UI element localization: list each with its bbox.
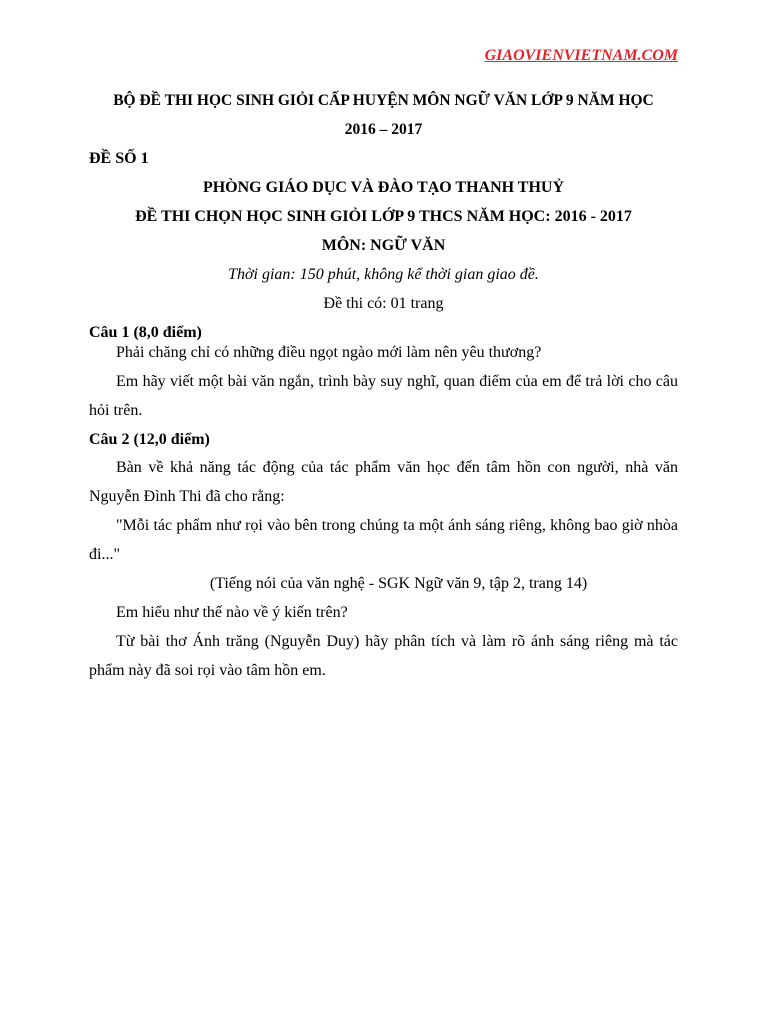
question-2-paragraph-2: Em hiểu như thế nào về ý kiến trên? xyxy=(116,604,348,621)
question-1-paragraph-1: Phải chăng chỉ có những điều ngọt ngào mới làm nên yêu thương? xyxy=(116,344,542,361)
page-count: Đề thi có: 01 trang xyxy=(323,295,444,312)
question-2-quote: "Mỗi tác phẩm như rọi vào bên trong chúng ta một ánh sáng riêng, không bao giờ nhòa đi..." xyxy=(89,517,678,563)
question-2-paragraph-1: Bàn về khả năng tác động của tác phẩm văn học đến tâm hồn con người, nhà văn Nguyễn Đình Thi đã cho rằng: xyxy=(89,459,678,505)
document-title-line2: 2016 – 2017 xyxy=(344,121,423,138)
question-1-heading: Câu 1 (8,0 điểm) xyxy=(89,324,202,341)
exam-name: ĐỀ THI CHỌN HỌC SINH GIỎI LỚP 9 THCS NĂM HỌC: 2016 - 2017 xyxy=(135,208,632,225)
subject: MÔN: NGỮ VĂN xyxy=(321,237,446,254)
question-2-paragraph-3: Từ bài thơ Ánh trăng (Nguyễn Duy) hãy phân tích và làm rõ ánh sáng riêng mà tác phẩm này đã soi rọi vào tâm hồn em. xyxy=(89,633,678,679)
organization: PHÒNG GIÁO DỤC VÀ ĐÀO TẠO THANH THUỶ xyxy=(202,179,565,196)
exam-number: ĐỀ SỐ 1 xyxy=(89,150,149,167)
question-1-paragraph-2: Em hãy viết một bài văn ngắn, trình bày suy nghĩ, quan điểm của em để trả lời cho câu hỏi trên. xyxy=(89,373,678,419)
question-2-quote-source: (Tiếng nói của văn nghệ - SGK Ngữ văn 9, tập 2, trang 14) xyxy=(209,575,588,592)
document-title-line1: BỘ ĐỀ THI HỌC SINH GIỎI CẤP HUYỆN MÔN NGỮ VĂN LỚP 9 NĂM HỌC xyxy=(113,92,654,109)
question-2-heading: Câu 2 (12,0 điểm) xyxy=(89,431,210,448)
site-link[interactable]: GIAOVIENVIETNAM.COM xyxy=(484,47,678,64)
exam-duration: Thời gian: 150 phút, không kể thời gian giao đề. xyxy=(228,266,539,283)
